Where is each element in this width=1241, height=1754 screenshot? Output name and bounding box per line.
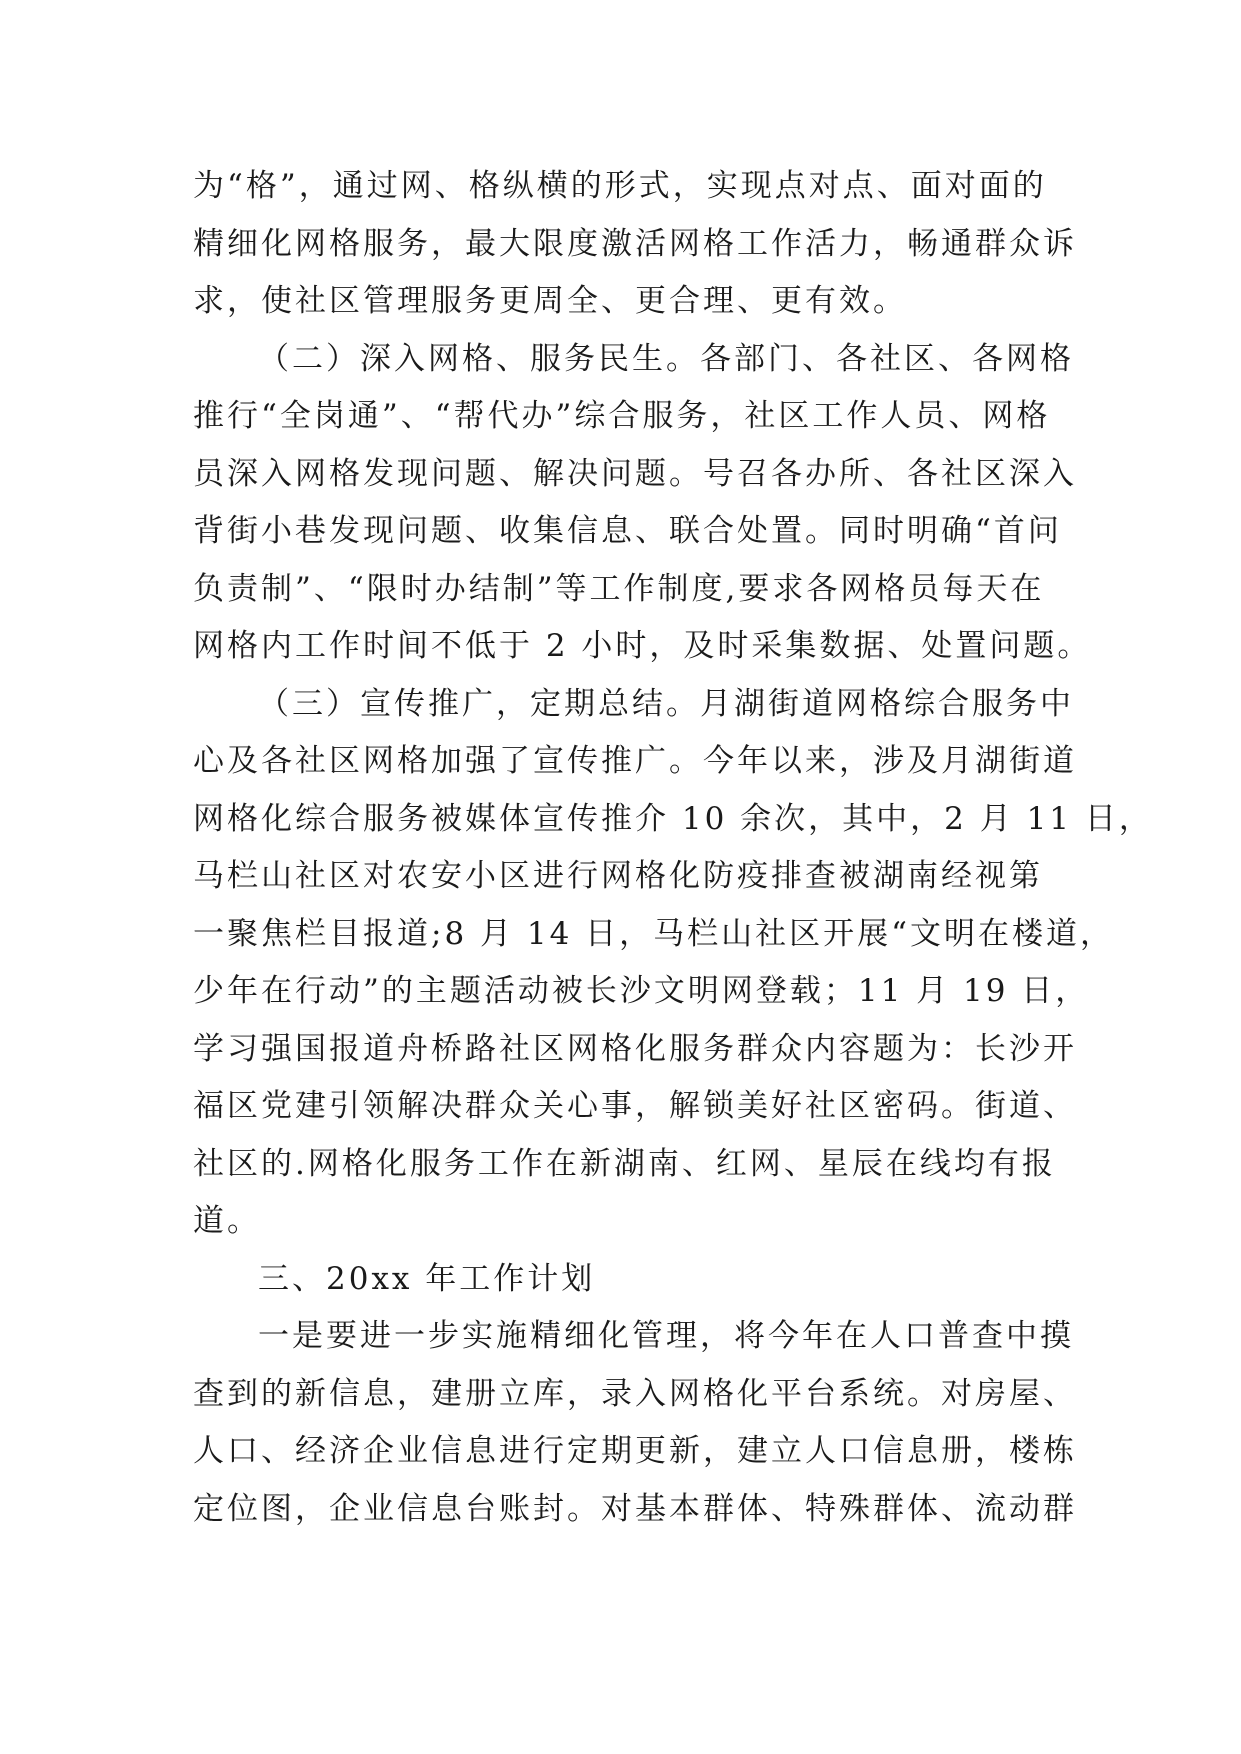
text-line: 心及各社区网格加强了宣传推广。今年以来，涉及月湖街道 xyxy=(193,743,1077,779)
text-line: 查到的新信息，建册立库，录入网格化平台系统。对房屋、 xyxy=(193,1375,1077,1412)
text-line: 网格化综合服务被媒体宣传推介 10 余次，其中，2 月 11 日， xyxy=(193,800,1153,837)
text-line: 为“格”，通过网、格纵横的形式，实现点对点、面对面的 xyxy=(193,168,1047,204)
text-line: 人口、经济企业信息进行定期更新，建立人口信息册，楼栋 xyxy=(193,1433,1077,1469)
section-heading-line: （二）深入网格、服务民生。各部门、各社区、各网格 xyxy=(258,340,1074,377)
text-line: 网格内工作时间不低于 2 小时，及时采集数据、处置问题。 xyxy=(193,628,1092,664)
text-line: 一是要进一步实施精细化管理，将今年在人口普查中摸 xyxy=(258,1318,1074,1354)
section-heading-line: 三、20xx 年工作计划 xyxy=(258,1260,596,1297)
text-line: 马栏山社区对农安小区进行网格化防疫排查被湖南经视第 xyxy=(193,858,1043,894)
text-line: 道。 xyxy=(193,1203,261,1239)
text-line: 负责制”、“限时办结制”等工作制度,要求各网格员每天在 xyxy=(193,570,1045,607)
text-line: 一聚焦栏目报道;8 月 14 日，马栏山社区开展“文明在楼道， xyxy=(193,915,1115,952)
section-heading-line: （三）宣传推广，定期总结。月湖街道网格综合服务中 xyxy=(258,685,1074,722)
text-line: 员深入网格发现问题、解决问题。号召各办所、各社区深入 xyxy=(193,455,1077,492)
text-line: 精细化网格服务，最大限度激活网格工作活力，畅通群众诉 xyxy=(193,225,1077,262)
text-line: 少年在行动”的主题活动被长沙文明网登载；11 月 19 日， xyxy=(193,973,1090,1009)
text-line: 学习强国报道舟桥路社区网格化服务群众内容题为：长沙开 xyxy=(193,1030,1077,1067)
document-body xyxy=(193,158,1153,1538)
text-line: 推行“全岗通”、“帮代办”综合服务，社区工作人员、网格 xyxy=(193,398,1051,434)
text-line: 背街小巷发现问题、收集信息、联合处置。同时明确“首问 xyxy=(193,513,1062,549)
text-line: 社区的.网格化服务工作在新湖南、红网、星辰在线均有报 xyxy=(193,1145,1056,1182)
text-line: 定位图，企业信息台账封。对基本群体、特殊群体、流动群 xyxy=(193,1490,1077,1527)
text-line: 求，使社区管理服务更周全、更合理、更有效。 xyxy=(193,283,907,319)
text-line: 福区党建引领解决群众关心事，解锁美好社区密码。街道、 xyxy=(193,1088,1077,1124)
